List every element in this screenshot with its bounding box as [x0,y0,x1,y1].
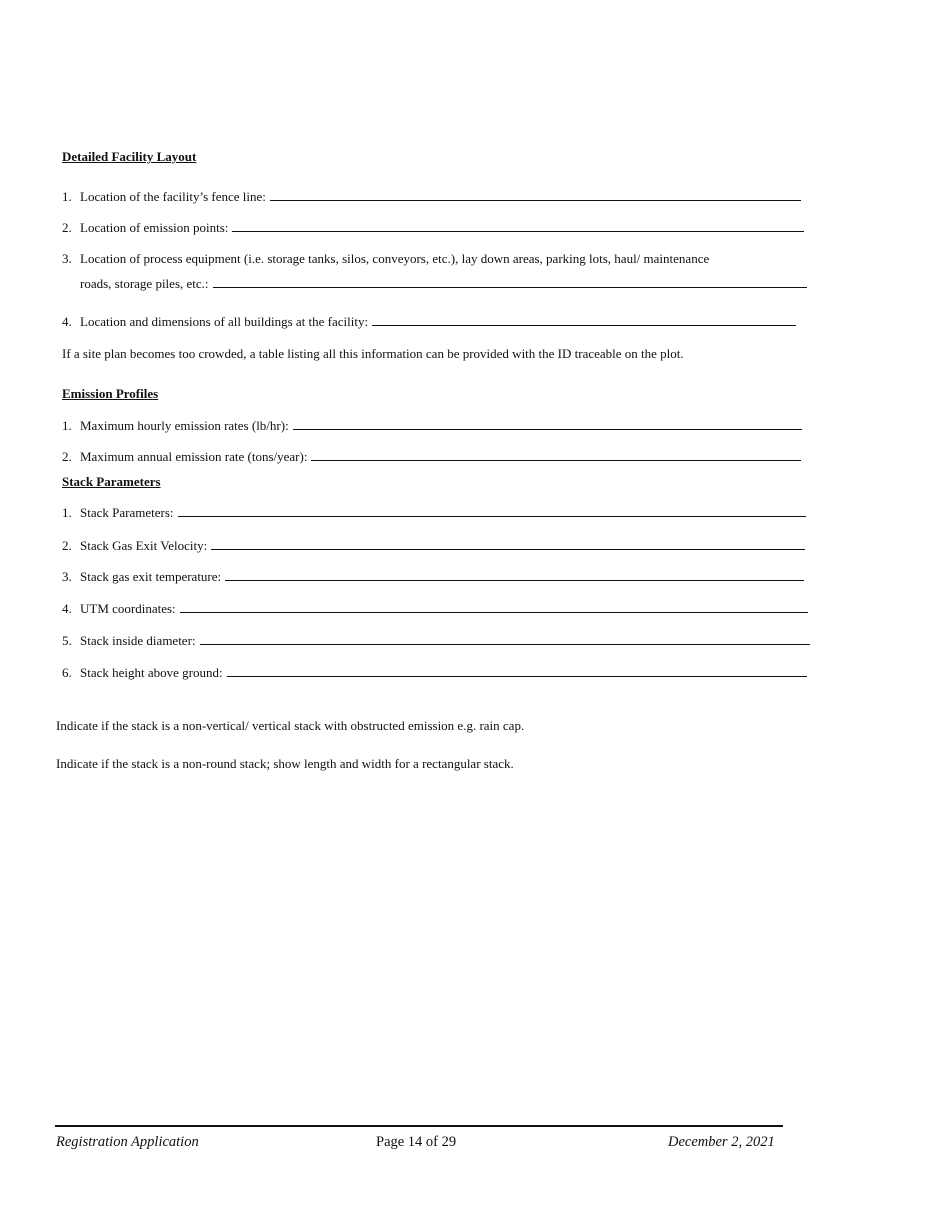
item-number: 4. [62,314,72,329]
section-title-emission-profiles: Emission Profiles [62,386,159,401]
facility-item-process-equipment-line2 [80,276,807,292]
item-number: 5. [62,633,72,648]
facility-item-process-equipment [62,251,709,267]
facility-item-fence-line [62,189,801,205]
item-label-continued: roads, storage piles, etc.: [80,276,209,291]
item-label: Location and dimensions of all buildings at the facility: [80,314,369,329]
item-label: Maximum hourly emission rates (lb/hr): [80,418,289,433]
item-label: Stack height above ground: [80,665,223,680]
footer-date: December 2, 2021 [668,1134,775,1150]
item-label: Stack Gas Exit Velocity: [80,538,208,553]
item-label: Location of emission points: [80,220,229,235]
section-title-facility-layout: Detailed Facility Layout [62,149,197,164]
item-number: 1. [62,418,72,433]
item-number: 3. [62,569,72,584]
item-label: Stack inside diameter: [80,633,196,648]
stack-item-parameters [62,505,806,521]
item-label: Stack Parameters: [80,505,174,520]
emission-item-annual [62,449,801,465]
item-label: Maximum annual emission rate (tons/year): [80,449,308,464]
stack-height-field[interactable] [227,666,807,677]
annual-emission-field[interactable] [311,450,801,461]
exit-temperature-field[interactable] [225,570,804,581]
stack-item-diameter [62,633,810,649]
site-plan-note: If a site plan becomes too crowded, a table listing all this information can be provided with the ID traceable on the plot. [62,346,684,361]
facility-item-emission-points [62,220,804,236]
stack-parameters-field[interactable] [178,506,806,517]
facility-item-buildings [62,314,796,330]
item-label: Location of process equipment (i.e. storage tanks, silos, conveyors, etc.), lay down areas, parking lots, haul/ maintenance [80,251,710,266]
section-title-stack-parameters: Stack Parameters [62,474,161,489]
stack-item-utm [62,601,808,617]
item-number: 2. [62,449,72,464]
exit-velocity-field[interactable] [211,539,805,550]
item-number: 2. [62,220,72,235]
item-number: 6. [62,665,72,680]
item-number: 4. [62,601,72,616]
item-number: 1. [62,189,72,204]
emission-item-hourly [62,418,802,434]
note-round-stack: Indicate if the stack is a non-round stack; show length and width for a rectangular stack. [56,756,514,771]
item-number: 1. [62,505,72,520]
footer-document-title: Registration Application [56,1134,199,1150]
item-number: 3. [62,251,72,266]
stack-item-exit-velocity [62,538,805,554]
footer-page-number: Page 14 of 29 [376,1134,457,1150]
item-label: Location of the facility’s fence line: [80,189,266,204]
footer-divider [55,1125,783,1127]
emission-points-field[interactable] [232,221,804,232]
buildings-field[interactable] [372,315,796,326]
process-equipment-field[interactable] [213,277,807,288]
item-label: UTM coordinates: [80,601,176,616]
stack-item-exit-temperature [62,569,804,585]
utm-coordinates-field[interactable] [180,602,808,613]
fence-line-field[interactable] [270,190,801,201]
note-vertical-stack: Indicate if the stack is a non-vertical/ vertical stack with obstructed emission e.g. rain cap. [56,718,525,733]
stack-item-height [62,665,807,681]
hourly-emission-field[interactable] [293,419,802,430]
item-number: 2. [62,538,72,553]
inside-diameter-field[interactable] [200,634,810,645]
item-label: Stack gas exit temperature: [80,569,222,584]
